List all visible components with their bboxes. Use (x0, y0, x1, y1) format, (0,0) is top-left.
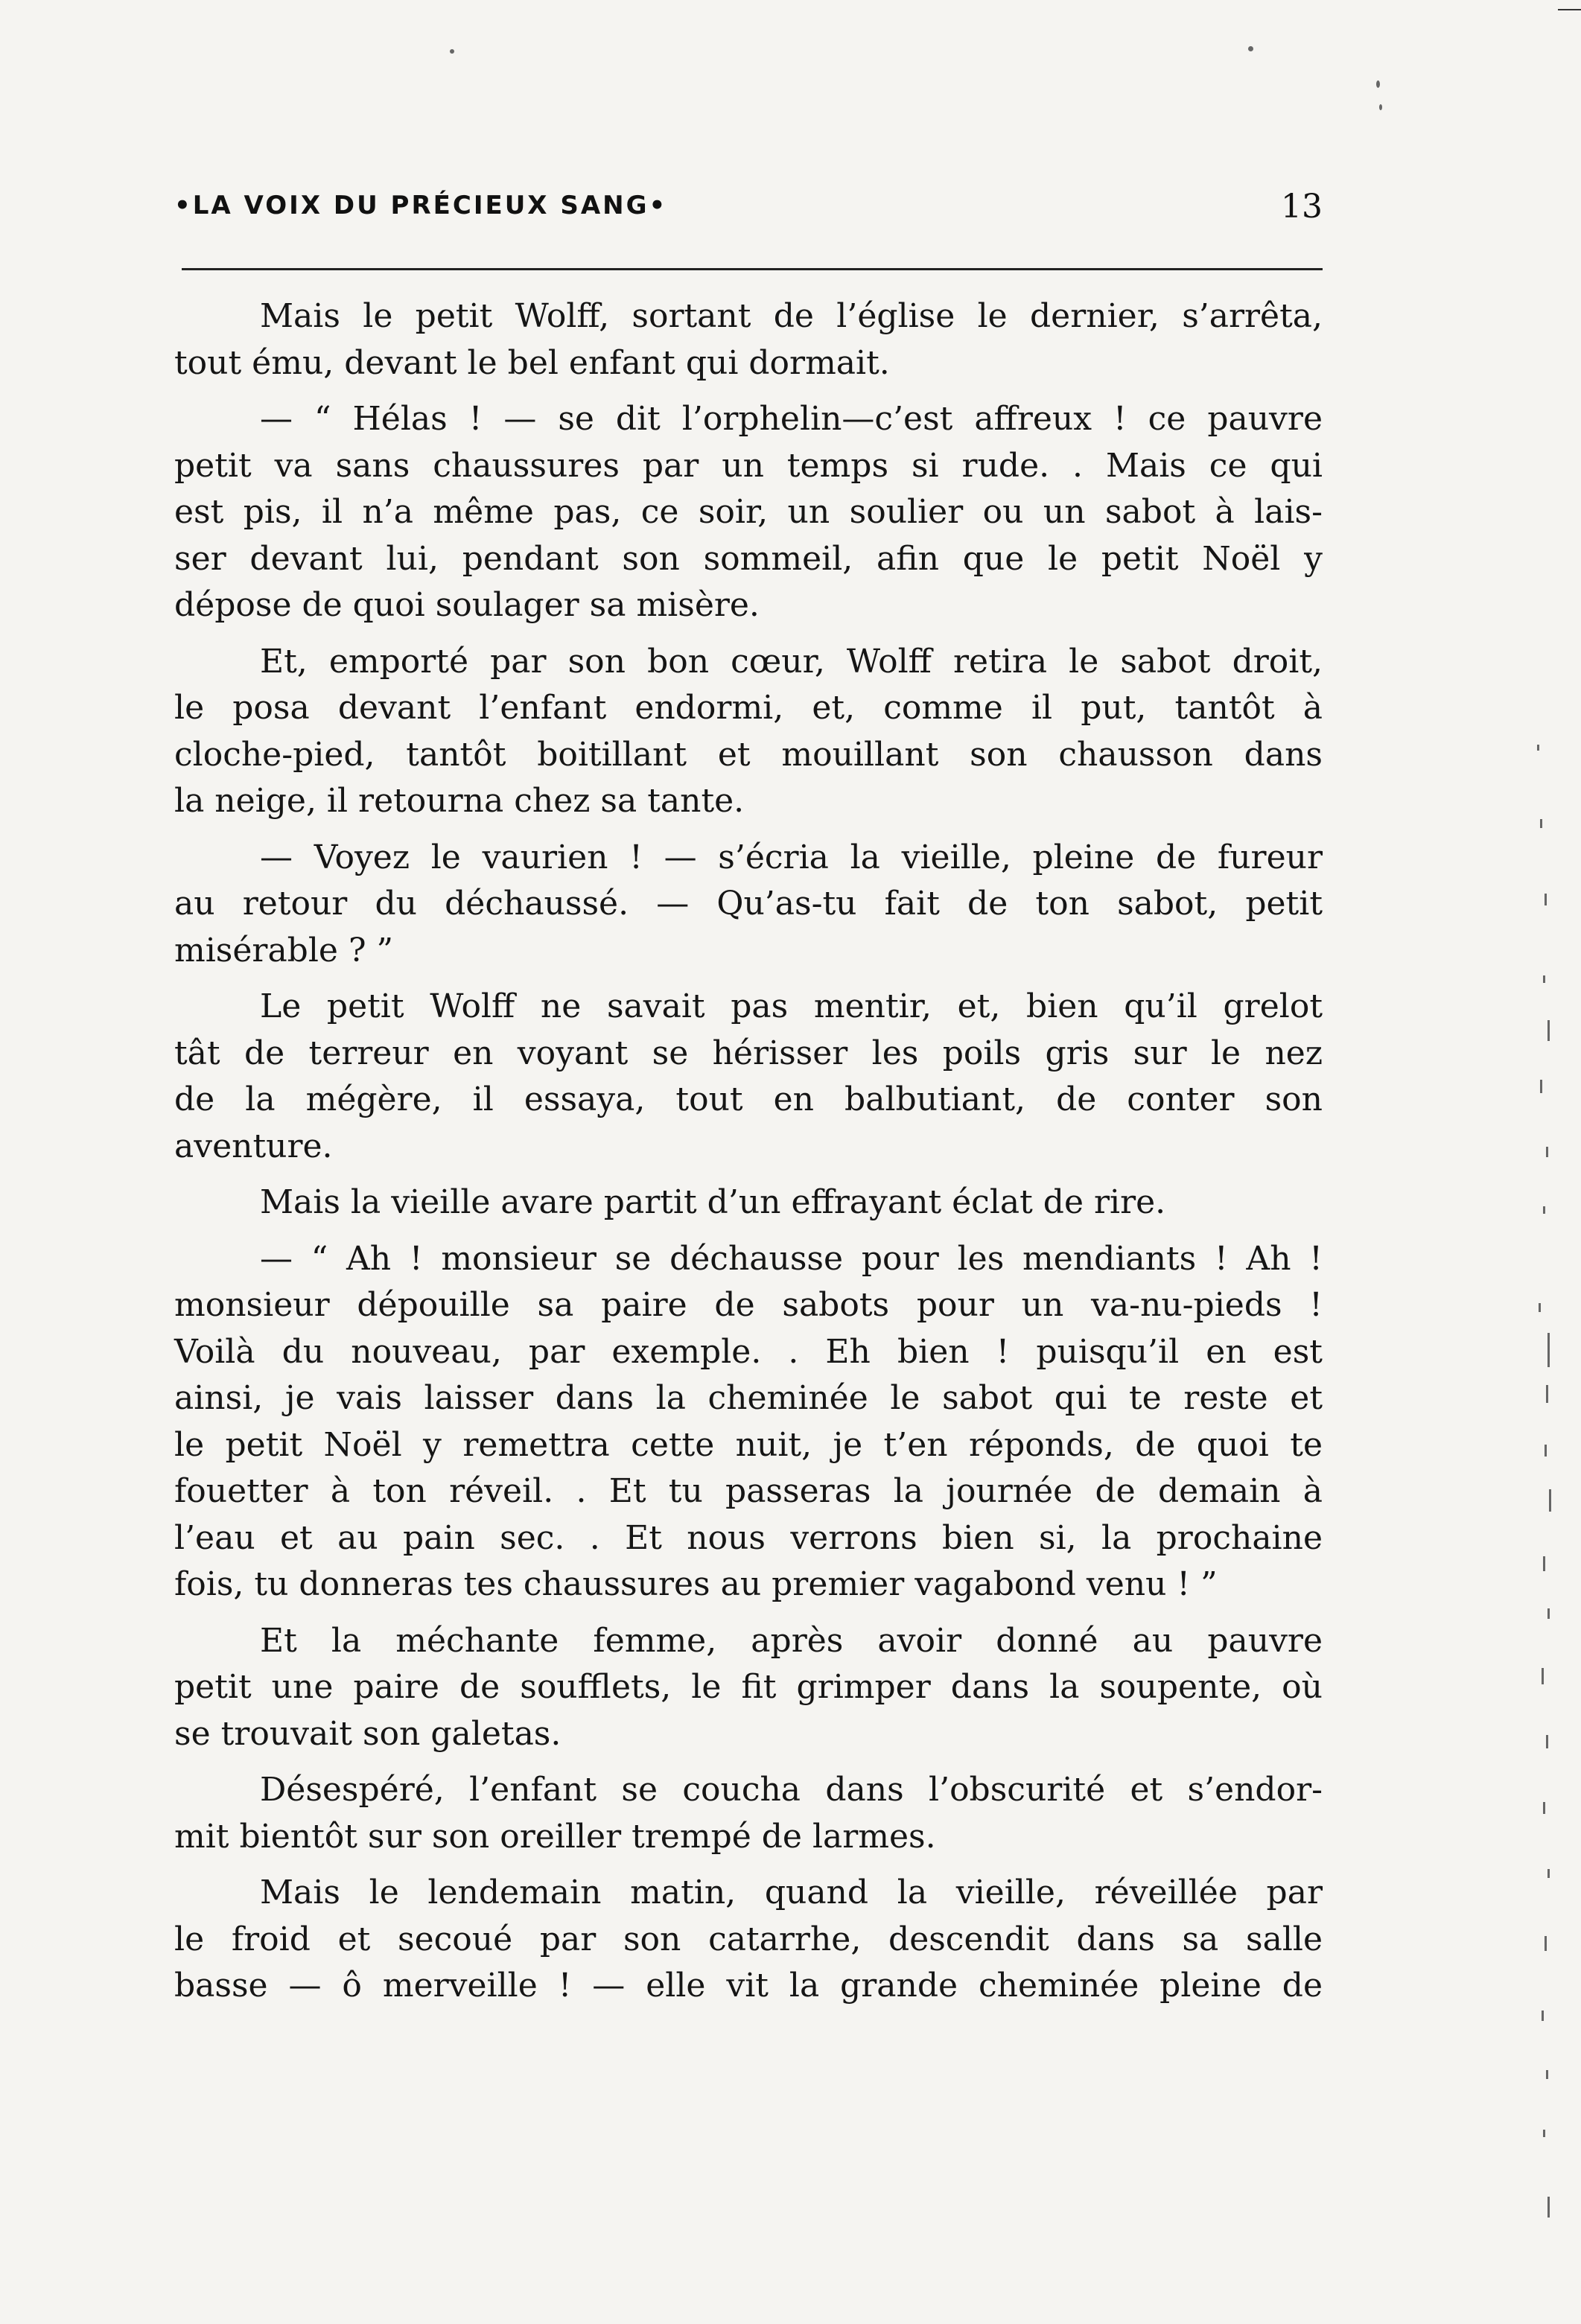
scan-speck (1379, 104, 1382, 110)
text-line: petit va sans chaussures par un temps si rude. . Mais ce qui (174, 446, 1323, 485)
text-line: aventure. (174, 1127, 333, 1165)
text-line: Le petit Wolff ne savait pas mentir, et, bien qu’il grelot (260, 987, 1323, 1025)
paragraph-2 (174, 396, 1323, 629)
text-line: basse — ô merveille ! — elle vit la grande cheminée pleine de (174, 1967, 1323, 2005)
text-line: Mais le petit Wolff, sortant de l’église le dernier, s’arrêta, (260, 297, 1323, 335)
text-line: au retour du déchaussé. — Qu’as-tu fait de ton sabot, petit (174, 885, 1323, 923)
text-line: l’eau et au pain sec. . Et nous verrons bien si, la prochaine (174, 1518, 1323, 1557)
text-line: Mais le lendemain matin, quand la vieille, réveillée par (260, 1873, 1323, 1911)
text-line: — “ Hélas ! — se dit l’orphelin—c’est affreux ! ce pauvre (260, 400, 1323, 438)
text-line: le froid et secoué par son catarrhe, descendit dans sa salle (174, 1920, 1323, 1958)
text-line: misérable ? ” (174, 931, 394, 970)
page-header (174, 186, 1323, 238)
text-line: la neige, il retourna chez sa tante. (174, 782, 745, 820)
text-line: ainsi, je vais laisser dans la cheminée le sabot qui te reste et (174, 1379, 1323, 1417)
scan-margin-noise (1510, 730, 1562, 2264)
scan-speck (1376, 80, 1380, 88)
paragraph-9 (174, 1767, 1323, 1860)
header-rule (182, 268, 1323, 270)
text-line: Désespéré, l’enfant se coucha dans l’obscurité et s’endor- (260, 1771, 1323, 1809)
page-number: 13 (1281, 188, 1323, 226)
text-line: — “ Ah ! monsieur se déchausse pour les mendiants ! Ah ! (260, 1239, 1323, 1278)
paragraph-5 (174, 984, 1323, 1170)
body-text (174, 293, 1323, 2010)
paragraph-1 (174, 293, 1323, 386)
scan-speck (1248, 46, 1253, 51)
paragraph-10 (174, 1870, 1323, 2010)
text-line: ser devant lui, pendant son sommeil, afin que le petit Noël y (174, 539, 1323, 578)
text-line: dépose de quoi soulager sa misère. (174, 586, 760, 624)
text-line: cloche-pied, tantôt boitillant et mouillant son chausson dans (174, 735, 1323, 774)
text-line: se trouvait son galetas. (174, 1714, 562, 1753)
text-line: Et la méchante femme, après avoir donné au pauvre (260, 1621, 1323, 1660)
text-line: Mais la vieille avare partit d’un effrayant éclat de rire. (260, 1183, 1166, 1221)
paragraph-6 (174, 1179, 1323, 1226)
text-line: est pis, il n’a même pas, ce soir, un soulier ou un sabot à lais- (174, 493, 1323, 531)
text-line: de la mégère, il essaya, tout en balbutiant, de conter son (174, 1080, 1323, 1118)
text-line: fouetter à ton réveil. . Et tu passeras la journée de demain à (174, 1472, 1323, 1510)
text-line: petit une paire de soufflets, le fit grimper dans la soupente, où (174, 1668, 1323, 1706)
paragraph-4 (174, 835, 1323, 975)
text-line: monsieur dépouille sa paire de sabots pour un va-nu-pieds ! (174, 1286, 1323, 1324)
text-line: le petit Noël y remettra cette nuit, je t’en réponds, de quoi te (174, 1425, 1323, 1464)
text-line: le posa devant l’enfant endormi, et, comme il put, tantôt à (174, 689, 1323, 727)
running-title: •LA VOIX DU PRÉCIEUX SANG• (174, 191, 668, 220)
paragraph-7 (174, 1236, 1323, 1608)
text-line: tât de terreur en voyant se hérisser les poils gris sur le nez (174, 1034, 1323, 1072)
text-line: Et, emporté par son bon cœur, Wolff retira le sabot droit, (260, 642, 1323, 681)
scan-speck (450, 49, 454, 54)
paragraph-3 (174, 639, 1323, 825)
paragraph-8 (174, 1618, 1323, 1758)
text-line: Voilà du nouveau, par exemple. . Eh bien ! puisqu’il en est (174, 1332, 1323, 1371)
text-line: tout ému, devant le bel enfant qui dormait. (174, 343, 890, 382)
text-line: mit bientôt sur son oreiller trempé de larmes. (174, 1817, 936, 1856)
text-line: — Voyez le vaurien ! — s’écria la vieille, pleine de fureur (260, 838, 1323, 876)
text-line: fois, tu donneras tes chaussures au premier vagabond venu ! ” (174, 1565, 1218, 1603)
scan-edge-mark (1558, 9, 1581, 10)
